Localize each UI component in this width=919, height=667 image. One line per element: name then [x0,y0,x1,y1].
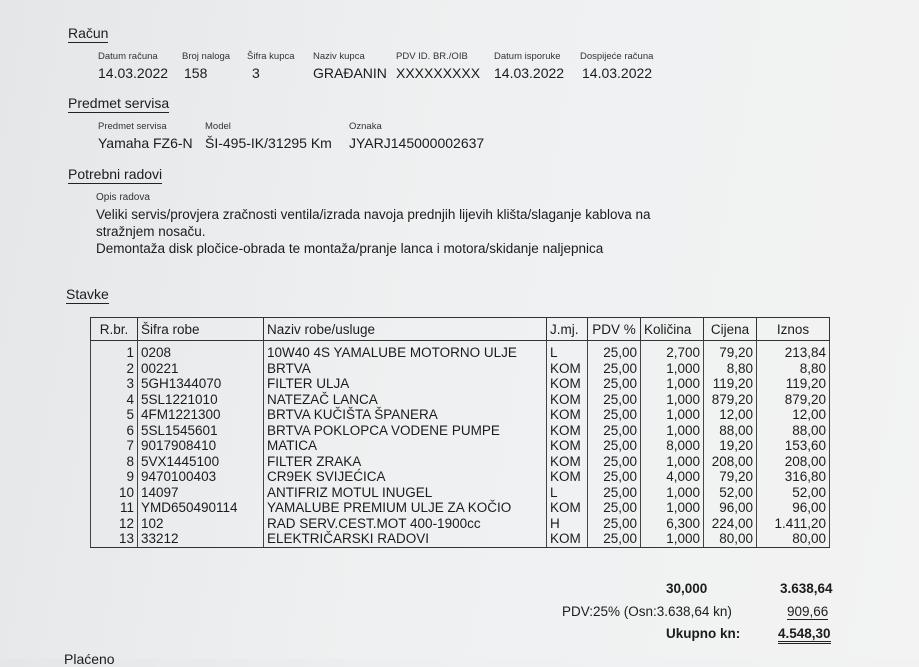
cell-jmj: KOM [547,454,588,470]
table-row [91,438,830,454]
radovi-heading: Potrebni radovi [68,166,163,182]
cell-naziv: ANTIFRIZ MOTUL INUGEL [264,485,547,501]
cell-jmj: KOM [547,531,588,547]
cell-naziv: YAMALUBE PREMIUM ULJE ZA KOČIO [264,500,547,516]
cell-iznos: 96,00 [757,500,830,516]
oznaka-value: JYARJ145000002637 [349,135,485,151]
cell-rbr: 12 [91,516,138,532]
cell-sifra: 9470100403 [138,469,264,485]
table-row [91,392,830,408]
model-value: ŠI-495-IK/31295 Km [205,135,332,151]
table-row [91,423,830,439]
cell-jmj: H [547,516,588,532]
cell-jmj: KOM [547,423,588,439]
broj-naloga-value: 158 [184,65,208,81]
cell-pdv: 25,00 [588,361,641,377]
cell-iznos: 213,84 [757,341,830,361]
col-cijena: Cijena [704,318,757,341]
ukupno-value: 4.548,30 [778,626,831,644]
cell-sifra: 5SL1545601 [138,423,264,439]
cell-jmj: KOM [547,438,588,454]
cell-rbr: 10 [91,485,138,501]
col-rbr: R.br. [91,318,138,341]
cell-jmj: KOM [547,469,588,485]
cell-rbr: 1 [91,341,138,361]
cell-sifra: YMD650490114 [138,500,264,516]
cell-cijena: 88,00 [704,423,757,439]
cell-rbr: 4 [91,392,138,408]
dospijece-label: Dospijeće računa [580,51,654,62]
predmet-heading: Predmet servisa [68,95,170,111]
naziv-kupca-label: Naziv kupca [313,51,365,62]
cell-pdv: 25,00 [588,531,641,547]
cell-pdv: 25,00 [588,423,641,439]
cell-naziv: NATEZAČ LANCA [264,392,547,408]
cell-iznos: 80,00 [757,531,830,547]
cell-pdv: 25,00 [588,469,641,485]
cell-cijena: 119,20 [704,376,757,392]
opis-line-3: Demontaža disk pločice-obrada te montaža/pranje lanca i motora/skidanje naljepnica [96,241,604,256]
cell-rbr: 9 [91,469,138,485]
table-row [91,485,830,501]
cell-kolicina: 2,700 [641,341,704,361]
datum-isporuke-label: Datum isporuke [494,51,561,62]
cell-cijena: 224,00 [704,516,757,532]
opis-line-1: Veliki servis/provjera zračnosti ventila/izrada navoja prednjih lijevih klišta/slaganje kablova na [96,207,651,222]
cell-pdv: 25,00 [588,407,641,423]
cell-rbr: 7 [91,438,138,454]
col-pdv: PDV % [588,318,641,341]
col-naziv: Naziv robe/usluge [264,318,547,341]
predmet-servisa-value: Yamaha FZ6-N [98,135,193,151]
cell-jmj: KOM [547,407,588,423]
cell-sifra: 5VX1445100 [138,454,264,470]
table-row [91,407,830,423]
cell-iznos: 119,20 [757,376,830,392]
col-kolicina: Količina [641,318,704,341]
cell-sifra: 00221 [138,361,264,377]
cell-cijena: 208,00 [704,454,757,470]
ukupno-label: Ukupno kn: [666,626,741,641]
cell-pdv: 25,00 [588,341,641,361]
broj-naloga-label: Broj naloga [182,51,231,62]
placeno-heading: Plaćeno [64,651,115,667]
cell-naziv: FILTER ULJA [264,376,547,392]
cell-kolicina: 1,000 [641,361,704,377]
table-row [91,500,830,516]
table-row [91,361,830,377]
cell-naziv: CR9EK SVIJEĆICA [264,469,547,485]
cell-sifra: 14097 [138,485,264,501]
cell-sifra: 9017908410 [138,438,264,454]
cell-rbr: 13 [91,531,138,547]
table-row [91,469,830,485]
naziv-kupca-value: GRAĐANIN [313,65,387,81]
sifra-kupca-value: 3 [252,65,260,81]
table-row [91,376,830,392]
items-header-row [91,318,830,341]
cell-naziv: BRTVA POKLOPCA VODENE PUMPE [264,423,547,439]
table-row [91,454,830,470]
cell-kolicina: 8,000 [641,438,704,454]
cell-iznos: 88,00 [757,423,830,439]
cell-kolicina: 4,000 [641,469,704,485]
cell-iznos: 208,00 [757,454,830,470]
cell-jmj: KOM [547,392,588,408]
items-table [90,317,830,548]
cell-cijena: 12,00 [704,407,757,423]
racun-heading: Račun [68,25,109,41]
opis-radova-label: Opis radova [96,192,150,203]
cell-pdv: 25,00 [588,485,641,501]
cell-pdv: 25,00 [588,454,641,470]
cell-kolicina: 1,000 [641,423,704,439]
col-sifra: Šifra robe [138,318,264,341]
amount-total: 3.638,64 [780,581,833,596]
datum-racuna-label: Datum računa [98,51,158,62]
cell-pdv: 25,00 [588,376,641,392]
cell-iznos: 316,80 [757,469,830,485]
oib-value: XXXXXXXXX [396,65,481,81]
cell-cijena: 19,20 [704,438,757,454]
cell-sifra: 33212 [138,531,264,547]
opis-line-2: stražnjem nosaču. [96,224,206,239]
cell-kolicina: 1,000 [641,392,704,408]
datum-isporuke-value: 14.03.2022 [494,65,565,81]
cell-rbr: 11 [91,500,138,516]
cell-iznos: 12,00 [757,407,830,423]
cell-pdv: 25,00 [588,392,641,408]
col-jmj: J.mj. [547,318,588,341]
cell-cijena: 8,80 [704,361,757,377]
cell-naziv: 10W40 4S YAMALUBE MOTORNO ULJE [264,341,547,361]
cell-kolicina: 1,000 [641,485,704,501]
cell-jmj: KOM [547,500,588,516]
cell-cijena: 879,20 [704,392,757,408]
cell-pdv: 25,00 [588,438,641,454]
cell-naziv: MATICA [264,438,547,454]
cell-kolicina: 1,000 [641,531,704,547]
pdv-label: PDV:25% (Osn:3.638,64 kn) [562,604,732,619]
cell-naziv: BRTVA KUČIŠTA ŠPANERA [264,407,547,423]
cell-sifra: 0208 [138,341,264,361]
col-iznos: Iznos [757,318,830,341]
table-row [91,516,830,532]
predmet-servisa-label: Predmet servisa [98,121,167,132]
cell-kolicina: 1,000 [641,407,704,423]
cell-rbr: 2 [91,361,138,377]
cell-sifra: 102 [138,516,264,532]
cell-naziv: FILTER ZRAKA [264,454,547,470]
cell-iznos: 1.411,20 [757,516,830,532]
datum-racuna-value: 14.03.2022 [98,65,169,81]
qty-total: 30,000 [666,581,708,596]
table-row [91,341,830,361]
cell-kolicina: 1,000 [641,500,704,516]
oib-label: PDV ID. BR./OIB [396,51,468,62]
pdv-value: 909,66 [787,604,829,619]
cell-rbr: 8 [91,454,138,470]
cell-rbr: 6 [91,423,138,439]
cell-jmj: L [547,341,588,361]
cell-naziv: ELEKTRIČARSKI RADOVI [264,531,547,547]
cell-iznos: 8,80 [757,361,830,377]
sifra-kupca-label: Šifra kupca [247,51,295,62]
cell-cijena: 80,00 [704,531,757,547]
cell-sifra: 4FM1221300 [138,407,264,423]
cell-jmj: L [547,485,588,501]
cell-jmj: KOM [547,361,588,377]
cell-rbr: 3 [91,376,138,392]
model-label: Model [205,121,231,132]
cell-pdv: 25,00 [588,516,641,532]
oznaka-label: Oznaka [349,121,382,132]
dospijece-value: 14.03.2022 [582,65,653,81]
cell-kolicina: 6,300 [641,516,704,532]
cell-kolicina: 1,000 [641,376,704,392]
table-row [91,531,830,547]
stavke-heading: Stavke [66,286,109,302]
cell-kolicina: 1,000 [641,454,704,470]
cell-sifra: 5SL1221010 [138,392,264,408]
cell-pdv: 25,00 [588,500,641,516]
cell-sifra: 5GH1344070 [138,376,264,392]
cell-iznos: 52,00 [757,485,830,501]
cell-jmj: KOM [547,376,588,392]
cell-cijena: 79,20 [704,469,757,485]
cell-cijena: 52,00 [704,485,757,501]
cell-naziv: BRTVA [264,361,547,377]
cell-rbr: 5 [91,407,138,423]
cell-iznos: 879,20 [757,392,830,408]
cell-cijena: 96,00 [704,500,757,516]
cell-cijena: 79,20 [704,341,757,361]
cell-iznos: 153,60 [757,438,830,454]
cell-naziv: RAD SERV.CEST.MOT 400-1900cc [264,516,547,532]
